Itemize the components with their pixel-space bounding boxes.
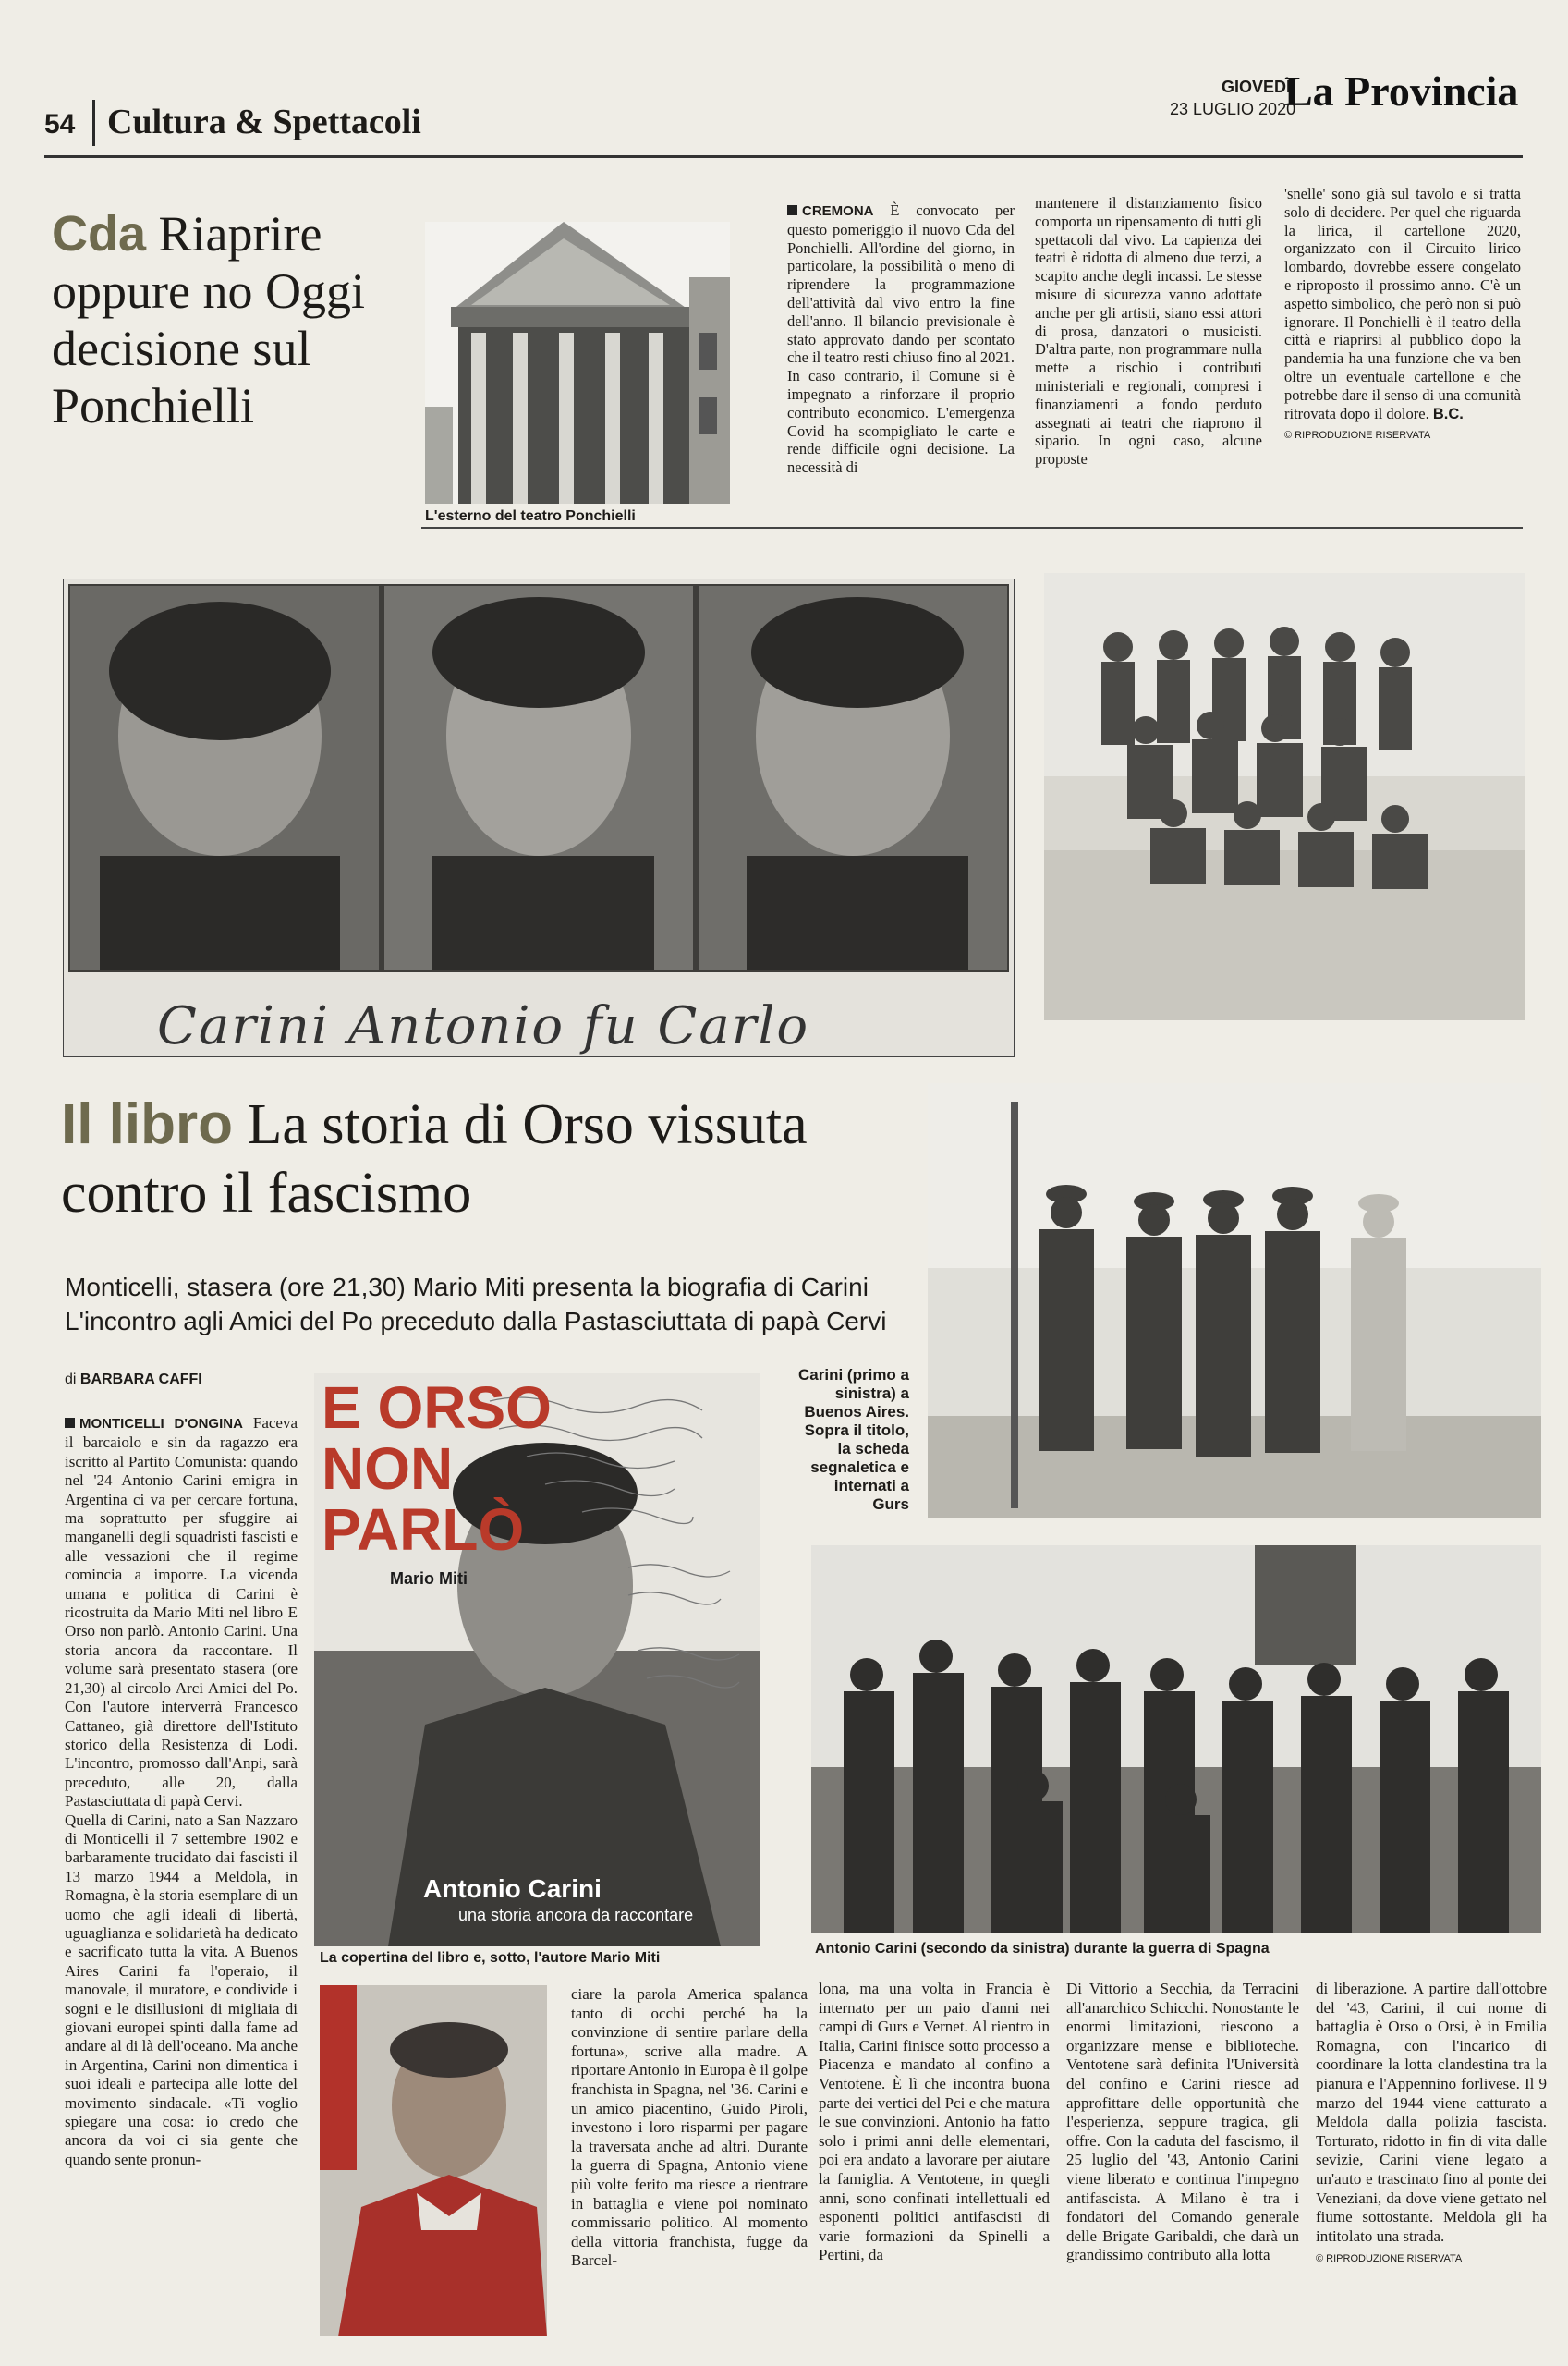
article2-headline xyxy=(61,1091,920,1227)
dateline-square-icon xyxy=(787,205,797,215)
section-title: Cultura & Spettacoli xyxy=(107,103,421,141)
article2-column-1 xyxy=(65,1414,298,2169)
header-rule xyxy=(44,155,1523,158)
article1-column-1 xyxy=(787,201,1015,477)
article1-dateline: CREMONA xyxy=(802,203,874,219)
issue-date: 23 LUGLIO 2020 xyxy=(1170,100,1296,118)
article1-col1-text: È convocato per questo pomeriggio il nuovo Cda del Ponchielli. All'ordine del giorno, in particolare, la possibilità o meno di riprendere la programmazione dell'attività dal vivo entro la fine dell'anno. Il bilancio previsionale è stato approvato dando per scontato che il teatro resti chiuso fino al 2021. In caso contrario, il Comune si è impegnato a rinforzare il proprio contributo economico. L'emergenza Covid ha scompigliato le carte e rende difficile ogni decisione. La necessità di xyxy=(787,201,1015,477)
article2-byline xyxy=(65,1372,202,1388)
book-title-line3: PARLÒ xyxy=(322,1496,525,1563)
book-name: Antonio Carini xyxy=(423,1874,602,1903)
article1-rule xyxy=(421,527,1523,529)
spain-war-photo xyxy=(811,1545,1541,1933)
article1-col2-text: mantenere il distanziamento fisico comporta un ripensamento di tutti gli spettacoli dal vivo. La capienza dei teatri è ridotta di almeno due terzi, a scapito anche degli incassi. Le stesse misure di sicurezza vanno adottate anche per gli artisti, siano essi attori di prosa, danzatori o musicisti. D'altra parte, non programmare nulla mette a rischio i contributi ministeriali e regionali, compresi i finanziamenti a fondo perduto assegnati ai teatri che riaprono il sipario. In ogni caso, alcune proposte xyxy=(1035,194,1262,469)
byline-author: BARBARA CAFFI xyxy=(79,1372,202,1387)
theater-caption: L'esterno del teatro Ponchielli xyxy=(425,508,636,524)
buenos-aires-caption: Carini (primo a sinistra) a Buenos Aires. Sopra il titolo, la scheda segnaletica e internati a Gurs xyxy=(798,1366,909,1513)
page-number: 54 xyxy=(44,109,76,140)
article1-kicker: Cda xyxy=(52,206,147,262)
article2-col1-p2: Quella di Carini, nato a San Nazzaro di Monticelli il 7 settembre 1902 e barbaramente trucidato dai fascisti il 13 marzo 1944 a Meldola, in Romagna, è la storia esemplare di un uomo che agli ideali di libertà, uguaglianza e solidarietà ha dedicato e sacrificato tutta la vita. A Buenos Aires Carini fa l'operaio, il manovale, il muratore, e condivide i sogni e le disillusioni di migliaia di giovani europei spinti dalla fame ad andare al di là dell'oceano. Ma anche in Argentina, Carini non dimentica i suoi ideali e partecipa alle lotte del movimento sindacale. «Ti voglio spiegare una cosa: io credo che ancora da voi ci sia gente che quando sente pronun- xyxy=(65,1811,298,2168)
group-photo-internees xyxy=(1044,573,1525,1020)
article2-column-3 xyxy=(819,1980,1050,2265)
dateline-square-icon xyxy=(65,1418,75,1428)
article2-col5-text: di liberazione. A partire dall'ottobre del '43, Carini, il cui nome di battaglia è Orso o Orsi, è in Emilia Romagna, con l'incarico di coordinare la lotta clandestina tra la pianura e l'Appennino forlivese. Il 9 marzo del 1944 viene catturato a Meldola dalla polizia fascista. Torturato, ridotto in fin di vita dalle sevizie, Carini viene legato a un'auto e trascinato fino al ponte dei Veneziani, da dove viene gettato nel fiume sottostante. Meldola gli ha intitolato una strada. xyxy=(1316,1980,1547,2245)
article1-col3-text: 'snelle' sono già sul tavolo e si tratta solo di decidere. Per quel che riguarda la lirica, il cartellone 2020, organizzato con il Circuito lirico lombardo, dovrebbe essere congelato e riproposto il prossimo anno. C'è un aspetto simbolico, che però non si può ignorare. Il Ponchielli è il teatro della città e riaprirsi al pubblico dopo la pandemia ha una funzione che va ben oltre un eventuale cartellone e che potrebbe dare il senso di una comunità ritrovata dopo il dolore. xyxy=(1284,185,1521,422)
article2-column-2 xyxy=(571,1985,808,2271)
book-subtitle: una storia ancora da raccontare xyxy=(458,1906,694,1924)
article2-subhead-line1: Monticelli, stasera (ore 21,30) Mario Miti presenta la biografia di Carini xyxy=(65,1273,869,1301)
issue-day: GIOVEDÌ xyxy=(1222,78,1292,96)
book-title-line2: NON xyxy=(322,1435,454,1502)
author-photo xyxy=(320,1985,547,2336)
article2-title: La storia di Orso vissuta contro il fascismo xyxy=(61,1093,808,1225)
article2-subhead-line2: L'incontro agli Amici del Po preceduto dalla Pastasciuttata di papà Cervi xyxy=(65,1307,887,1335)
header-separator xyxy=(92,100,95,146)
article2-col2-text: ciare la parola America spalanca tanto di occhi perché ha la convinzione di sentire parlare della fortuna», scrive alla madre. A riportare Antonio in Europa è il golpe franchista in Spagna, nel '36. Carini e un amico piacentino, Guido Piroli, investono i loro risparmi per pagare la traversata anche ad altri. Durante la guerra di Spagna, Antonio viene più volte ferito ma riesce a rientrare in battaglia e viene poi nominato commissario politico. Al momento della vittoria franchista, fugge da Barcel- xyxy=(571,1985,808,2270)
article1-column-2 xyxy=(1035,194,1262,469)
article2-col4-text: Di Vittorio a Secchia, da Terracini all'anarchico Schicchi. Nonostante le enormi limitazioni, riescono a organizzare mense e biblioteche. Ventotene sarà definita l'Università del confino e Carini riesce ad approfittare delle opportunità che l'esperienza, seppure tragica, gli offre. Con la caduta del fascismo, il 25 luglio del '43, Antonio Carini viene liberato e continua l'impegno antifascista. A Milano è tra i fondatori del Comando generale delle Brigate Garibaldi, che darà un grandissimo contributo alla lotta xyxy=(1066,1980,1299,2264)
buenos-aires-photo xyxy=(928,1083,1541,1518)
article2-col3-text: lona, ma una volta in Francia è internato per un paio d'anni nei campi di Gurs e Vernet. Al rientro in Italia, Carini finisce sotto processo a Piacenza e mandato al confino a Ventotene. È lì che incontra buona parte dei vertici del Pci e che matura le sue convinzioni. Antonio ha fatto solo i primi anni delle elementari, poi era andato a lavorare per aiutare la famiglia. A Ventotene, in quegli anni, sono confinati intellettuali ed esponenti politici antifascisti di varie formazioni da Spinelli a Pertini, da xyxy=(819,1980,1050,2264)
article1-rights: © RIPRODUZIONE RISERVATA xyxy=(1284,430,1431,442)
article2-rights: © RIPRODUZIONE RISERVATA xyxy=(1316,2253,1463,2265)
spain-caption: Antonio Carini (secondo da sinistra) durante la guerra di Spagna xyxy=(815,1941,1270,1957)
mugshot-card-photo xyxy=(63,579,1015,1057)
theater-photo xyxy=(425,222,730,504)
article1-headline xyxy=(52,205,421,434)
article2-col1-p1: Faceva il barcaiolo e sin da ragazzo era iscritto al Partito Comunista: quando nel '24 Antonio Carini emigra in Argentina ci va per cercare fortuna, ma soprattutto per sfuggire ai manganelli degli squadristi fascisti e alle vessazioni che il regime comincia a imporre. La vicenda umana e politica di Carini è ricostruita da Mario Miti nel libro E Orso non parlò. Antonio Carini. Una storia ancora da raccontare. Il volume sarà presentato stasera (ore 21,30) al circolo Arci Amici del Po. Con l'autore interverrà Francesco Cattaneo, già direttore dell'Istituto storico della Resistenza di Lodi. L'incontro, promosso dall'Anpi, sarà preceduto, alle 20, dalla Pastasciuttata di papà Cervi. xyxy=(65,1414,298,1811)
masthead: La Provincia xyxy=(1284,67,1519,115)
article1-signature: B.C. xyxy=(1432,405,1464,422)
article2-dateline: MONTICELLI D'ONGINA xyxy=(79,1416,243,1432)
book-cover xyxy=(314,1373,760,1946)
article2-subhead xyxy=(65,1270,924,1338)
article2-column-4 xyxy=(1066,1980,1299,2265)
mugshot-handwriting: Carini Antonio fu Carlo xyxy=(157,996,810,1056)
article1-title: Riaprire oppure no Oggi decisione sul Ponchielli xyxy=(52,206,365,433)
byline-prefix: di xyxy=(65,1372,77,1387)
article2-kicker: Il libro xyxy=(61,1092,233,1156)
article2-column-5 xyxy=(1316,1980,1547,2269)
article1-column-3 xyxy=(1284,185,1521,445)
cover-caption: La copertina del libro e, sotto, l'autore Mario Miti xyxy=(320,1950,661,1966)
book-author: Mario Miti xyxy=(390,1569,468,1588)
book-title-line1: E ORSO xyxy=(322,1374,552,1441)
